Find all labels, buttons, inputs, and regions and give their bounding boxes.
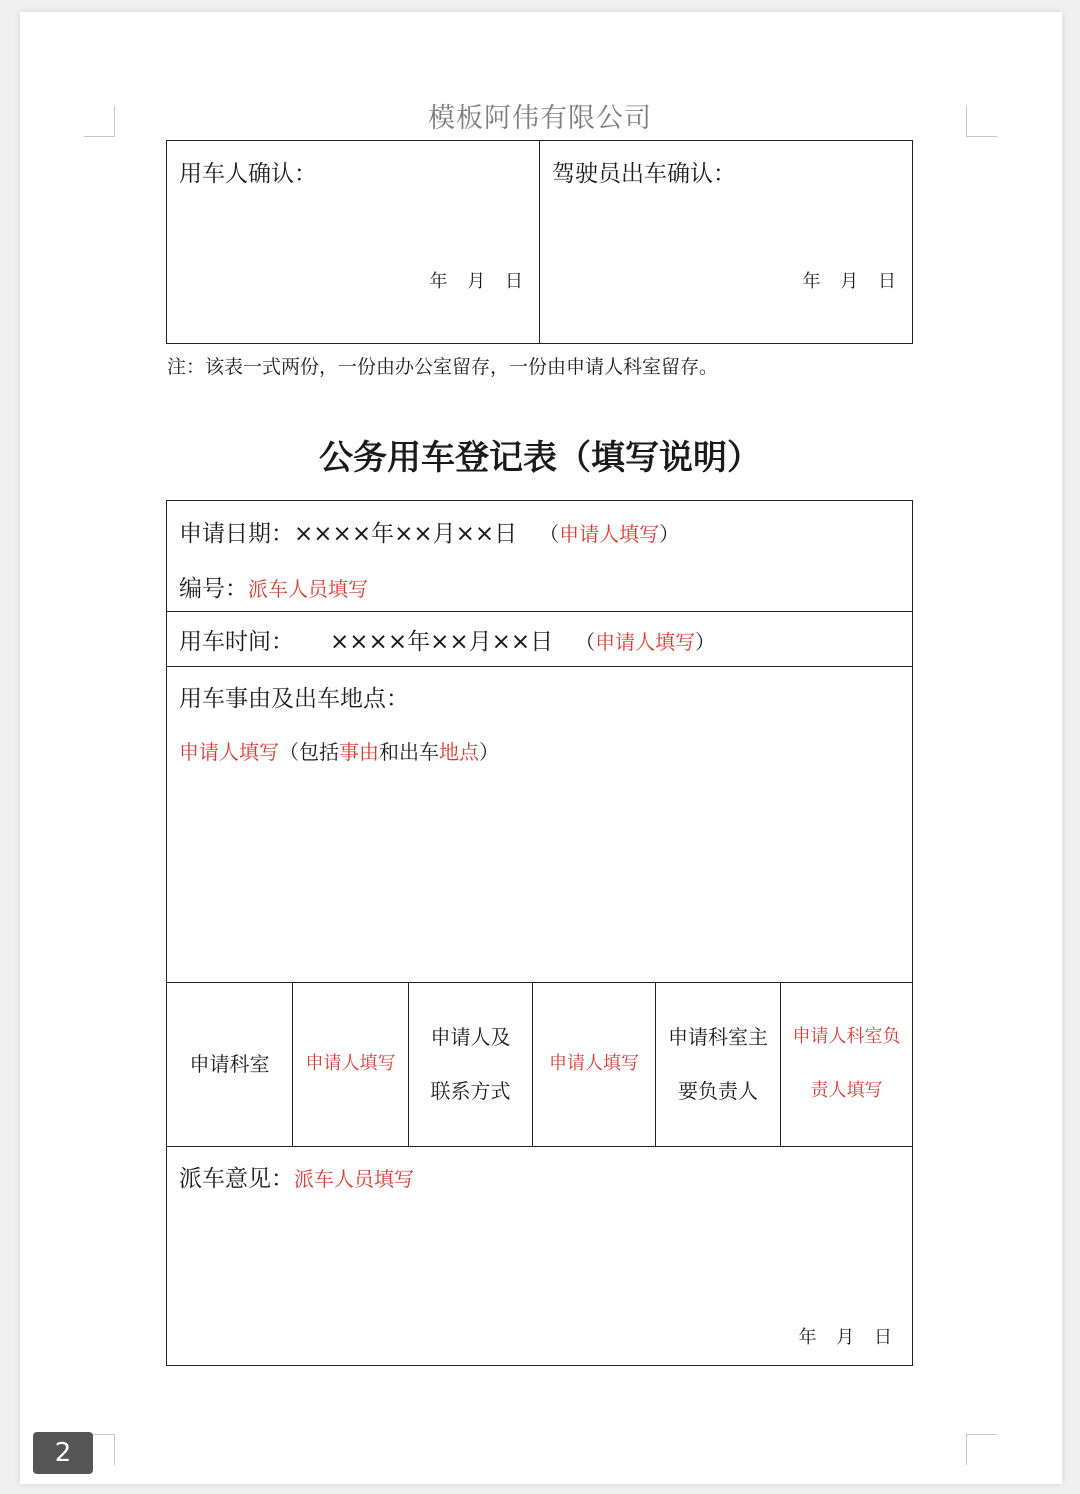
dispatch-label: 派车意见： (179, 1166, 294, 1192)
reason-hint-red-1: 申请人填写 (179, 740, 279, 764)
dept-head-label-cell (655, 982, 780, 1146)
applicant-hint: 申请人填写 (549, 1053, 639, 1074)
dispatch-row (167, 1146, 912, 1365)
reason-hint-black-3: ） (479, 740, 499, 764)
use-time-hint-close: ） (695, 630, 716, 654)
driver-confirm-date: 年 月 日 (802, 271, 896, 292)
page-number-badge[interactable]: 2 (33, 1432, 93, 1474)
user-confirm-date: 年 月 日 (429, 271, 523, 292)
user-confirm-cell (167, 141, 539, 343)
use-time-row (167, 611, 912, 667)
apply-info-row (167, 501, 912, 612)
registration-form (166, 500, 913, 1366)
department-row (167, 982, 912, 1147)
apply-date-hint-close: ） (659, 522, 680, 546)
company-header: 模板阿伟有限公司 (428, 103, 652, 134)
reason-row (167, 666, 912, 983)
use-time-line (179, 623, 715, 656)
dispatch-hint: 派车人员填写 (294, 1167, 414, 1191)
apply-date-hint: 申请人填写 (559, 522, 660, 546)
confirm-table (166, 140, 913, 344)
user-confirm-label: 用车人确认： (179, 161, 317, 187)
dept-head-hint-line-1: 申请人科室负 (792, 1026, 901, 1047)
apply-date-line (179, 515, 679, 548)
reason-hint-black-2: 和出车 (379, 740, 439, 764)
crop-mark-bottom-right (966, 1434, 997, 1465)
form-title: 公务用车登记表（填写说明） (319, 438, 761, 478)
applicant-label-line-2: 联系方式 (430, 1079, 511, 1103)
applicant-label-cell (408, 982, 532, 1146)
dept-head-hint-cell (780, 982, 912, 1146)
note-text: 注：该表一式两份，一份由办公室留存，一份由申请人科室留存。 (167, 356, 719, 378)
reason-hint-black-1: （包括 (279, 740, 339, 764)
reason-hint-line (179, 736, 499, 765)
dept-head-label-line-1: 申请科室主 (668, 1025, 768, 1049)
dispatch-line (179, 1160, 414, 1193)
dept-head-hint-line-2: 责人填写 (810, 1080, 883, 1101)
dept-hint-cell (292, 982, 408, 1146)
applicant-label-line-1: 申请人及 (430, 1025, 511, 1049)
driver-confirm-label: 驾驶员出车确认： (552, 161, 736, 187)
apply-date-label: 申请日期： (179, 521, 294, 547)
dept-hint: 申请人填写 (305, 1053, 396, 1074)
driver-confirm-cell (539, 141, 912, 343)
dispatch-date: 年 月 日 (798, 1327, 892, 1348)
number-line (179, 570, 368, 603)
number-label: 编号： (179, 576, 248, 602)
number-hint: 派车人员填写 (248, 577, 368, 601)
reason-hint-red-2: 事由 (339, 740, 379, 764)
reason-hint-red-3: 地点 (439, 740, 479, 764)
dept-label: 申请科室 (189, 1052, 270, 1076)
apply-date-value: ××××年××月××日 (294, 521, 518, 547)
use-time-hint-open: （ (575, 630, 596, 654)
use-time-value: ××××年××月××日 (330, 629, 554, 655)
use-time-hint: 申请人填写 (595, 630, 696, 654)
dept-label-cell (167, 982, 292, 1146)
applicant-hint-cell (532, 982, 655, 1146)
dept-head-label-line-2: 要负责人 (678, 1079, 758, 1103)
use-time-label: 用车时间： (179, 629, 294, 655)
reason-label: 用车事由及出车地点： (179, 686, 409, 712)
apply-date-hint-open: （ (539, 522, 560, 546)
